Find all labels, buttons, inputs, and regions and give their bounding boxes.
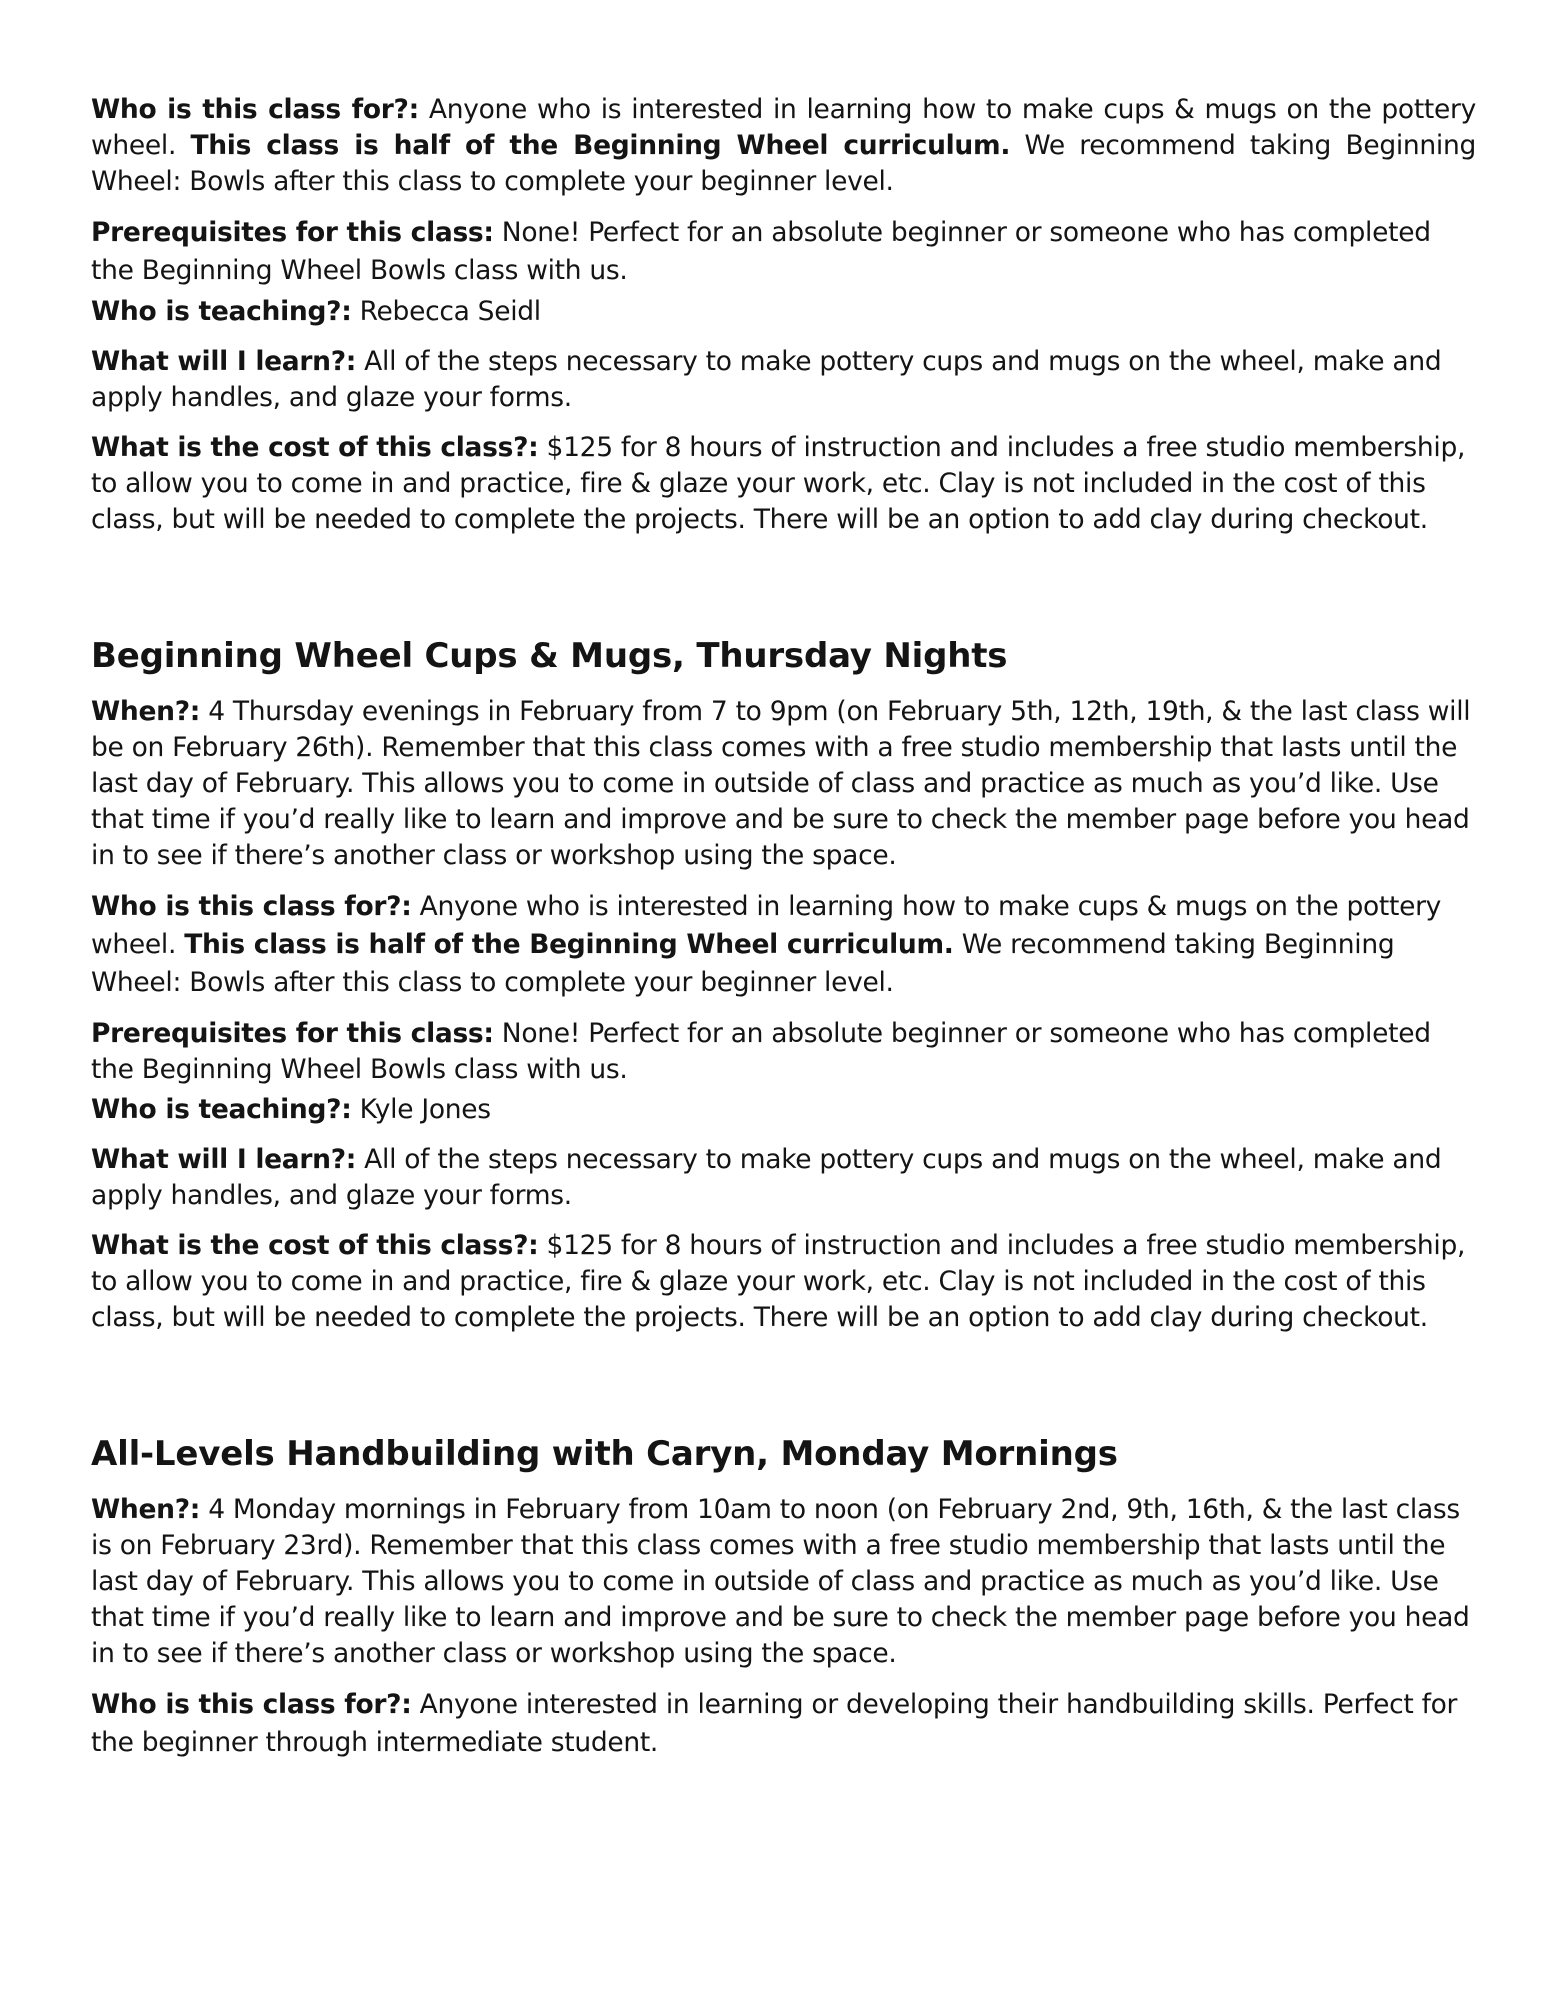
cost-text: $125 for 8 hours of instruction and includes a free studio membership, to allow you to come in and practice, fire & glaze your work, etc. Clay is not included in the cost of this class, but will be needed to complete the projects. There will be an option to add clay during checkout. bbox=[91, 432, 1466, 535]
teacher-paragraph bbox=[91, 294, 1476, 330]
cost-paragraph bbox=[91, 430, 1476, 538]
when-text: 4 Thursday evenings in February from 7 to 9pm (on February 5th, 12th, 19th, & the last class will be on February 26th). Remember that this class comes with a free studio membership that lasts until the last day of February. This allows you to come in outside of class and practice as much as you’d like. Use that time if you’d really like to learn and improve and be sure to check the member page before you head in to see if there’s another class or workshop using the space. bbox=[91, 696, 1471, 871]
learn-label: What will I learn?: bbox=[91, 1144, 357, 1175]
who-label: Who is this class for?: bbox=[91, 1689, 412, 1720]
who-after-text: We recommend taking Beginning Wheel: Bowls after this class to complete your beginner level. bbox=[91, 929, 1395, 998]
document-page bbox=[91, 92, 1476, 1762]
teacher-text: Kyle Jones bbox=[351, 1094, 491, 1125]
who-bold-text: This class is half of the Beginning Wheel curriculum. bbox=[190, 130, 1011, 161]
learn-text: All of the steps necessary to make pottery cups and mugs on the wheel, make and apply handles, and glaze your forms. bbox=[91, 346, 1442, 413]
prereq-paragraph bbox=[91, 1016, 1476, 1088]
when-paragraph bbox=[91, 694, 1476, 874]
when-paragraph bbox=[91, 1492, 1476, 1672]
teacher-text: Rebecca Seidl bbox=[351, 296, 541, 327]
prereq-text: None! Perfect for an absolute beginner or someone who has completed the Beginning Wheel Bowls class with us. bbox=[91, 1018, 1431, 1085]
who-text: Anyone interested in learning or developing their handbuilding skills. Perfect for the beginner through intermediate student. bbox=[91, 1689, 1458, 1758]
prereq-label: Prerequisites for this class: bbox=[91, 1018, 494, 1049]
learn-text: All of the steps necessary to make pottery cups and mugs on the wheel, make and apply handles, and glaze your forms. bbox=[91, 1144, 1442, 1211]
when-label: When?: bbox=[91, 1494, 201, 1525]
who-text: Anyone who is interested in learning how to make cups & mugs on the pottery wheel. bbox=[91, 891, 1442, 960]
who-text: Anyone who is interested in learning how to make cups & mugs on the pottery wheel. bbox=[91, 94, 1477, 161]
who-paragraph bbox=[91, 92, 1476, 200]
teacher-paragraph bbox=[91, 1092, 1476, 1128]
who-label: Who is this class for?: bbox=[91, 94, 419, 125]
when-text: 4 Monday mornings in February from 10am to noon (on February 2nd, 9th, 16th, & the last class is on February 23rd). Remember that this class comes with a free studio membership that lasts until the last day of February. This allows you to come in outside of class and practice as much as you’d like. Use that time if you’d really like to learn and improve and be sure to check the member page before you head in to see if there’s another class or workshop using the space. bbox=[91, 1494, 1470, 1669]
cost-label: What is the cost of this class?: bbox=[91, 432, 539, 463]
prereq-paragraph bbox=[91, 214, 1476, 290]
learn-label: What will I learn?: bbox=[91, 346, 357, 377]
section-heading: Beginning Wheel Cups & Mugs, Thursday Nights bbox=[91, 636, 1008, 676]
cost-paragraph bbox=[91, 1228, 1476, 1336]
teacher-label: Who is teaching?: bbox=[91, 296, 352, 327]
teacher-label: Who is teaching?: bbox=[91, 1094, 352, 1125]
cost-text: $125 for 8 hours of instruction and includes a free studio membership, to allow you to come in and practice, fire & glaze your work, etc. Clay is not included in the cost of this class, but will be needed to complete the projects. There will be an option to add clay during checkout. bbox=[91, 1230, 1466, 1333]
learn-paragraph bbox=[91, 1142, 1476, 1214]
prereq-text: None! Perfect for an absolute beginner or someone who has completed the Beginning Wheel Bowls class with us. bbox=[91, 217, 1431, 286]
section-heading: All-Levels Handbuilding with Caryn, Monday Mornings bbox=[91, 1434, 1118, 1474]
prereq-label: Prerequisites for this class: bbox=[91, 217, 494, 248]
cost-label: What is the cost of this class?: bbox=[91, 1230, 539, 1261]
when-label: When?: bbox=[91, 696, 201, 727]
who-after-text: We recommend taking Beginning Wheel: Bowls after this class to complete your beginner level. bbox=[91, 130, 1476, 197]
who-paragraph bbox=[91, 888, 1476, 1002]
who-paragraph bbox=[91, 1686, 1476, 1762]
who-bold-text: This class is half of the Beginning Wheel curriculum. bbox=[184, 929, 954, 960]
learn-paragraph bbox=[91, 344, 1476, 416]
who-label: Who is this class for?: bbox=[91, 891, 412, 922]
